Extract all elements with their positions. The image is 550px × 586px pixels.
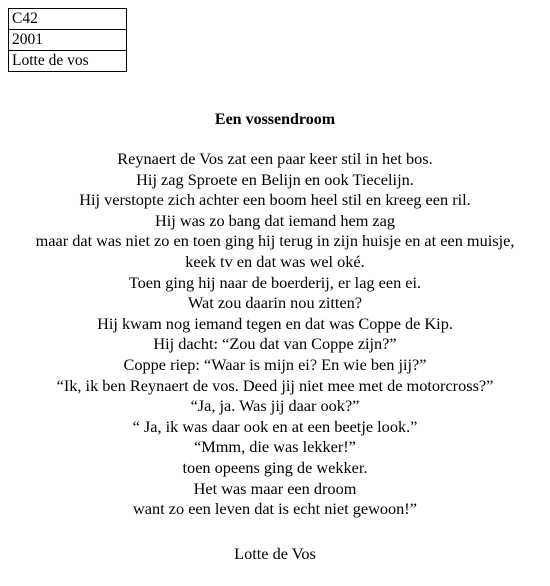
poem-line: Hij zag Sproete en Belijn en ook Tiecelijn.	[136, 169, 414, 189]
metadata-author: Lotte de vos	[9, 51, 127, 72]
poem-title: Een vossendroom	[214, 111, 336, 128]
poem-line: Hij dacht: “Zou dat van Coppe zijn?”	[153, 334, 397, 354]
poem-line: Wat zou daarin nou zitten?	[187, 293, 363, 313]
metadata-row-year	[9, 30, 127, 51]
poem-line: toen opeens ging de wekker.	[182, 457, 368, 477]
metadata-row-author	[9, 51, 127, 72]
poem-line: Coppe riep: “Waar is mijn ei? En wie ben jij?”	[123, 354, 427, 374]
poem-line: keek tv en dat was wel oké.	[185, 251, 365, 271]
metadata-table	[8, 8, 127, 72]
poem-body	[0, 149, 550, 520]
poem-line: want zo een leven dat is echt niet gewoon!”	[133, 499, 417, 519]
poem-line: Hij verstopte zich achter een boom heel stil en kreeg een ril.	[79, 190, 471, 210]
poem-line: Het was maar een droom	[193, 478, 357, 498]
poem-line: Hij was zo bang dat iemand hem zag	[154, 210, 396, 230]
metadata-code: C42	[9, 9, 127, 30]
poem-line: Hij kwam nog iemand tegen en dat was Coppe de Kip.	[97, 313, 453, 333]
metadata-row-code	[9, 9, 127, 30]
poem-line: maar dat was niet zo en toen ging hij terug in zijn huisje en at een muisje,	[35, 231, 515, 251]
poem-signature: Lotte de Vos	[234, 544, 316, 563]
poem-line: Reynaert de Vos zat een paar keer stil in het bos.	[117, 149, 433, 168]
poem-line: “Mmm, die was lekker!”	[194, 437, 356, 457]
poem-line: Toen ging hij naar de boerderij, er lag een ei.	[128, 272, 422, 292]
poem-line: “Ja, ja. Was jij daar ook?”	[190, 396, 360, 416]
poem-line: “Ik, ik ben Reynaert de vos. Deed jij niet mee met de motorcross?”	[56, 375, 494, 395]
metadata-year: 2001	[9, 30, 127, 51]
poem-line: “ Ja, ik was daar ook en at een beetje look.”	[132, 416, 418, 436]
